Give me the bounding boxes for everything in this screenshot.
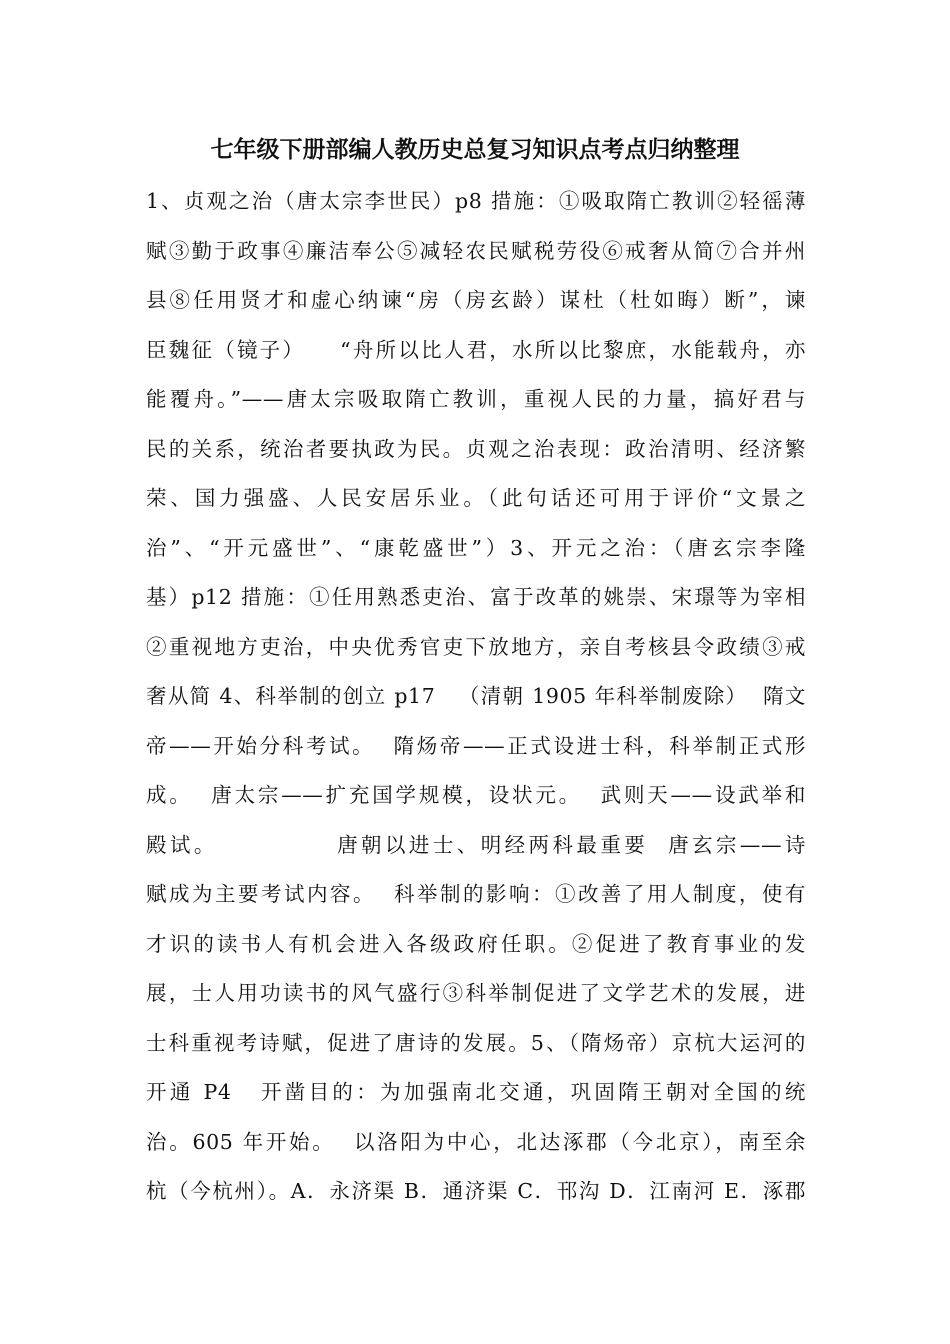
document-body [146, 186, 806, 1226]
body-line: ②重视地方吏治，中央优秀官吏下放地方，亲自考核县令政绩③戒 [146, 634, 806, 659]
body-line: 赋成为主要考试内容。 科举制的影响：①改善了用人制度，使有 [146, 882, 806, 906]
body-line: 展，士人用功读书的风气盛行③科举制促进了文学艺术的发展，进 [146, 981, 806, 1005]
body-line: 1、贞观之治（唐太宗李世民）p8 措施：①吸取隋亡教训②轻徭薄 [146, 189, 806, 213]
body-line: 能覆舟。”——唐太宗吸取隋亡教训，重视人民的力量，搞好君与 [146, 387, 806, 411]
body-line: 民的关系，统治者要执政为民。贞观之治表现：政治清明、经济繁 [146, 436, 806, 461]
body-line: 荣、国力强盛、人民安居乐业。（此句话还可用于评价“文景之 [146, 486, 806, 510]
body-line: 殿试。 唐朝以进士、明经两科最重要 唐玄宗——诗 [146, 832, 806, 857]
body-line: 治。605 年开始。 以洛阳为中心，北达涿郡（今北京），南至余 [146, 1129, 806, 1154]
body-line: 县⑧任用贤才和虚心纳谏“房（房玄龄）谋杜（杜如晦）断”，谏 [146, 288, 806, 312]
body-line: 赋③勤于政事④廉洁奉公⑤减轻农民赋税劳役⑥戒奢从简⑦合并州 [146, 238, 806, 263]
body-line: 治”、“开元盛世”、“康乾盛世”）3、开元之治：（唐玄宗李隆 [146, 535, 806, 560]
document-title: 七年级下册部编人教历史总复习知识点考点归纳整理 [210, 137, 740, 163]
body-line: 臣魏征（镜子） “舟所以比人君，水所以比黎庶，水能载舟，亦 [146, 337, 806, 362]
body-line: 杭（今杭州）。A．永济渠 B．通济渠 C．邗沟 D．江南河 E．涿郡 [146, 1179, 806, 1203]
body-line: 基）p12 措施：①任用熟悉吏治、富于改革的姚崇、宋璟等为宰相 [146, 585, 806, 609]
body-line: 成。 唐太宗——扩充国学规模，设状元。 武则天——设武举和 [146, 783, 806, 807]
body-line: 才识的读书人有机会进入各级政府任职。②促进了教育事业的发 [146, 931, 806, 956]
body-line: 开通 P4 开凿目的：为加强南北交通，巩固隋王朝对全国的统 [146, 1080, 806, 1104]
body-line: 士科重视考诗赋，促进了唐诗的发展。5、（隋炀帝）京杭大运河的 [146, 1030, 806, 1055]
body-line: 帝——开始分科考试。 隋炀帝——正式设进士科，科举制正式形 [146, 733, 806, 758]
body-line: 奢从简 4、科举制的创立 p17 （清朝 1905 年科举制废除） 隋文 [146, 684, 806, 708]
